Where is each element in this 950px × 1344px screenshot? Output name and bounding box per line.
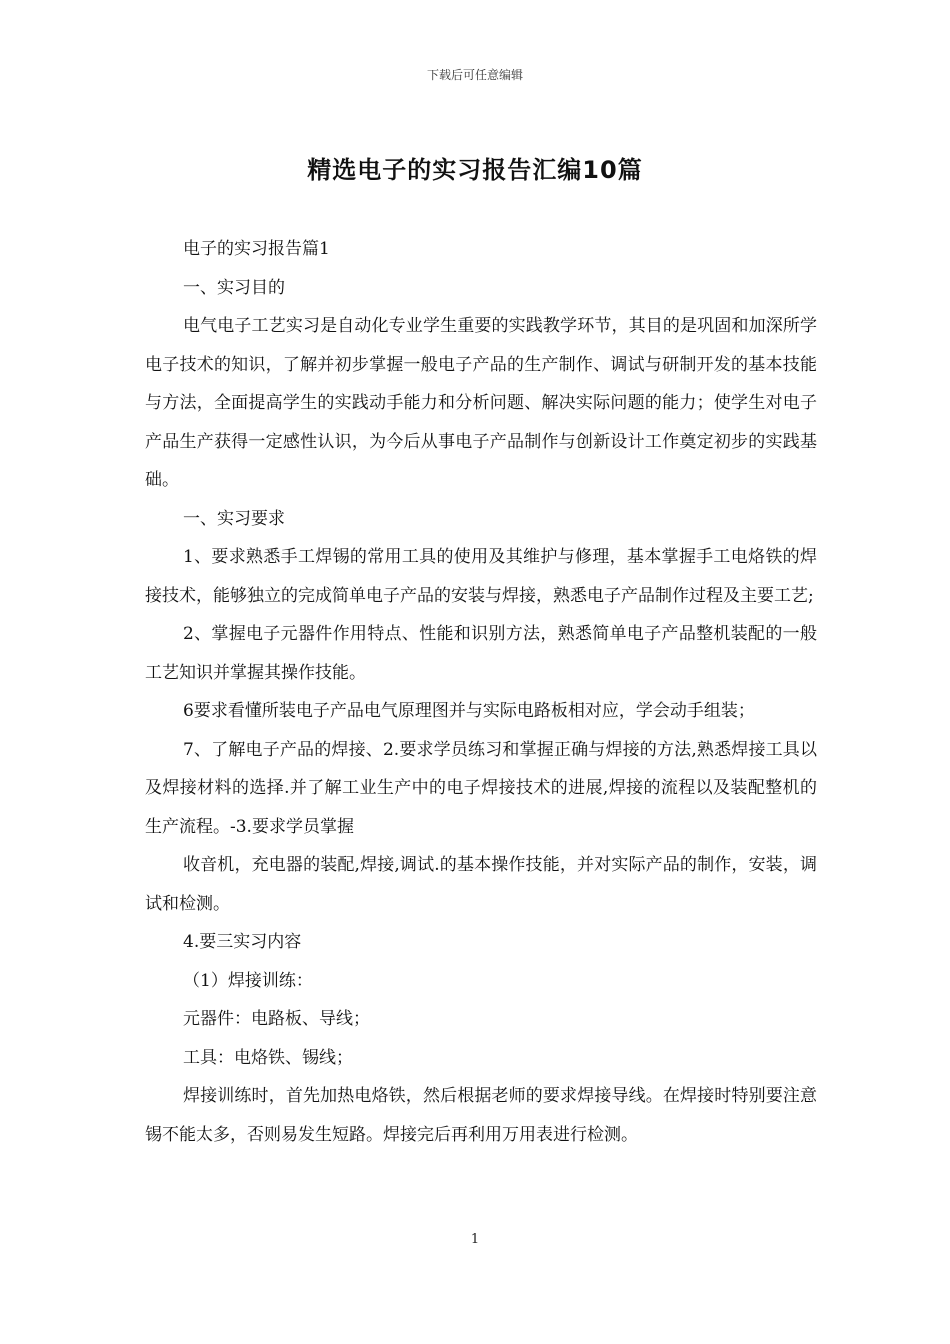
subsection-heading: 4.要三实习内容 — [183, 932, 302, 952]
section-heading: 电子的实习报告篇1 — [183, 239, 330, 259]
body-paragraph: 7、了解电子产品的焊接、2.要求学员练习和掌握正确与焊接的方法,熟悉焊接工具以及焊接材料的选择.并了解工业生产中的电子焊接技术的进展,焊接的流程以及装配整机的生产流程。-3.要求学员掌握 — [145, 739, 817, 837]
header-note: 下载后可任意编辑 — [426, 68, 523, 82]
list-item: （1）焊接训练： — [183, 970, 313, 991]
document-body — [145, 230, 817, 1154]
page-number: 1 — [470, 1232, 480, 1247]
body-paragraph: 6要求看懂所装电子产品电气原理图并与实际电路板相对应，学会动手组装； — [183, 701, 755, 721]
body-paragraph: 焊接训练时，首先加热电烙铁，然后根据老师的要求焊接导线。在焊接时特别要注意锡不能太多，否则易发生短路。焊接完后再利用万用表进行检测。 — [145, 1086, 817, 1145]
document-title: 精选电子的实习报告汇编10篇 — [307, 156, 643, 184]
subsection-heading: 一、实习目的 — [183, 277, 285, 298]
list-item: 工具：电烙铁、锡线； — [183, 1047, 353, 1068]
list-item: 元器件：电路板、导线； — [183, 1009, 370, 1029]
body-paragraph: 收音机，充电器的装配,焊接,调试.的基本操作技能，并对实际产品的制作，安装，调试和检测。 — [145, 855, 817, 914]
body-paragraph: 1、要求熟悉手工焊锡的常用工具的使用及其维护与修理，基本掌握手工电烙铁的焊接技术，能够独立的完成简单电子产品的安装与焊接，熟悉电子产品制作过程及主要工艺; — [145, 547, 817, 606]
body-paragraph: 电气电子工艺实习是自动化专业学生重要的实践教学环节，其目的是巩固和加深所学电子技术的知识，了解并初步掌握一般电子产品的生产制作、调试与研制开发的基本技能与方法，全面提高学生的实践动手能力和分析问题、解决实际问题的能力；使学生对电子产品生产获得一定感性认识，为今后从事电子产品制作与创新设计工作奠定初步的实践基础。 — [145, 316, 817, 490]
subsection-heading: 一、实习要求 — [183, 508, 285, 529]
body-paragraph: 2、掌握电子元器件作用特点、性能和识别方法，熟悉简单电子产品整机装配的一般工艺知识并掌握其操作技能。 — [145, 624, 817, 683]
